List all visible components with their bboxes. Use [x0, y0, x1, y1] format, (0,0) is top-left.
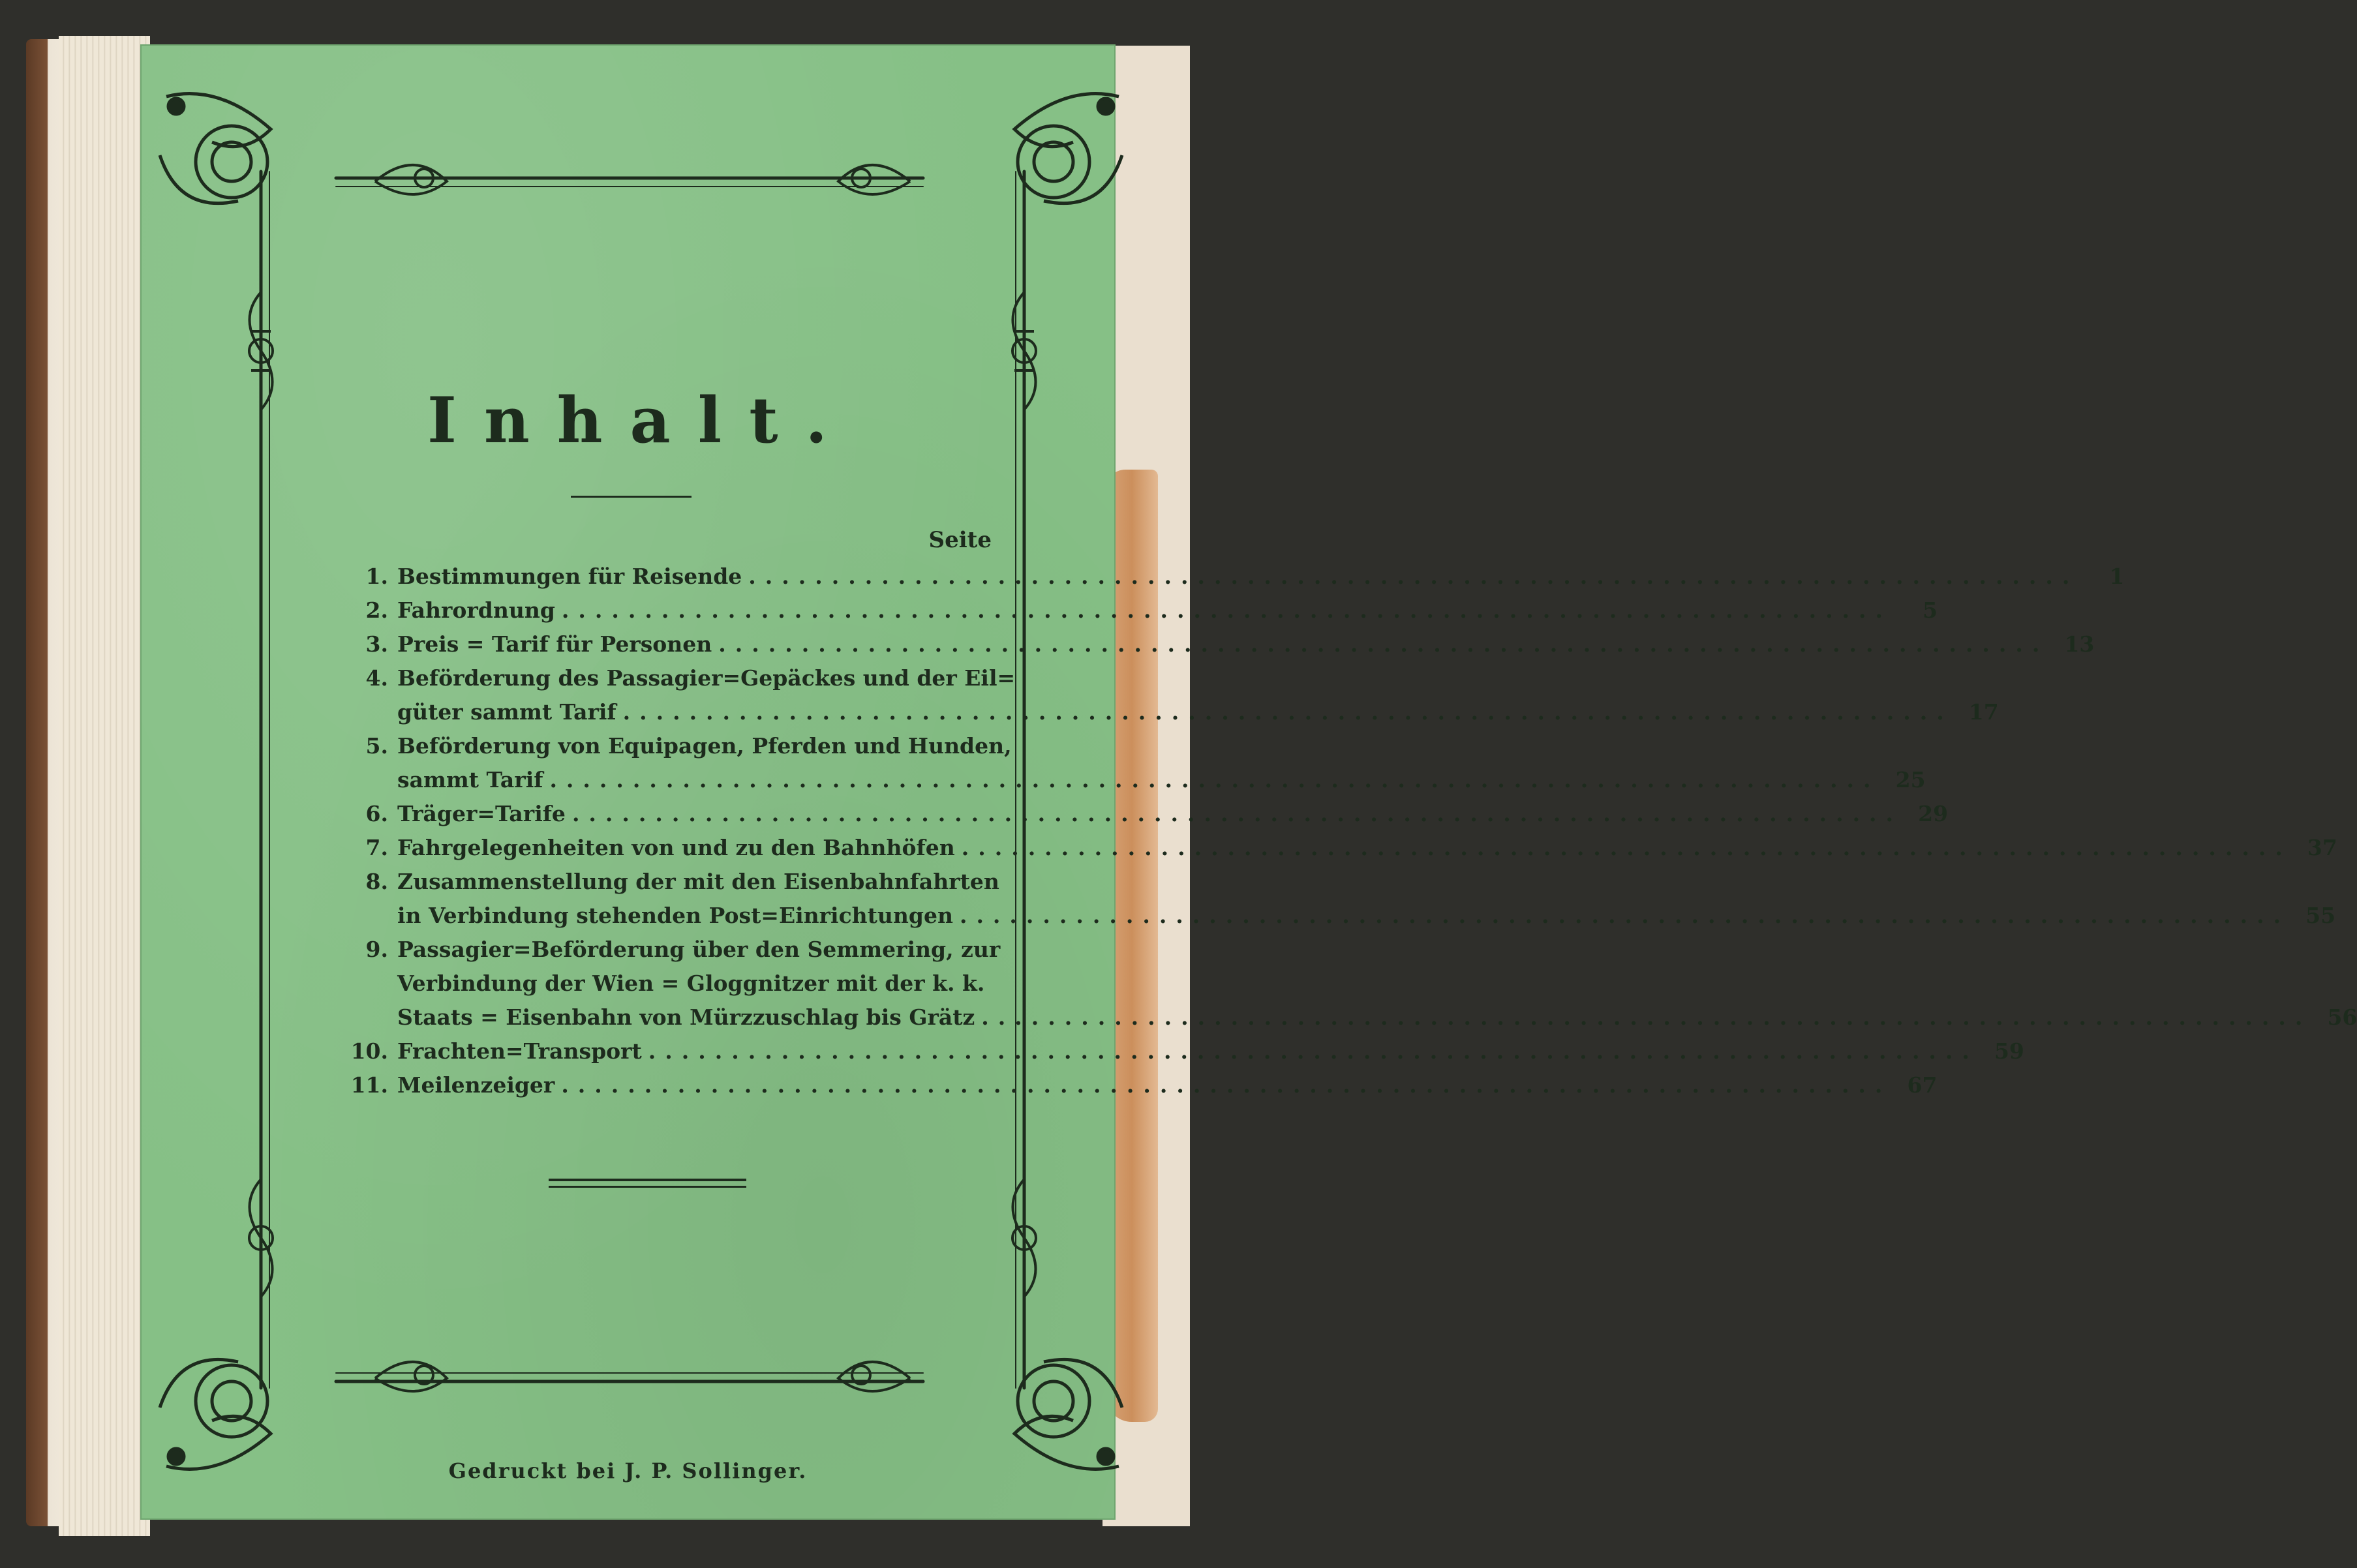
toc-entry-title: Beförderung des Passagier=Gepäckes und der Eil= [397, 665, 1016, 691]
toc-entry-number: 6. [365, 801, 388, 826]
toc-entry-line [316, 763, 1926, 797]
toc-entry [316, 831, 2337, 865]
toc-entry-line [316, 967, 995, 1001]
toc-entry-page: 25 [1895, 767, 1926, 792]
toc-entry-page: 59 [1994, 1038, 2024, 1064]
green-cover-page [140, 44, 2357, 1520]
toc-entry-title: Träger=Tarife [397, 801, 566, 826]
toc-entry-number: 7. [365, 835, 388, 860]
toc-entry-title: Frachten=Transport [397, 1038, 642, 1064]
toc-entry-number: 11. [350, 1072, 388, 1098]
toc-entry-number: 10. [350, 1038, 388, 1064]
toc-entry-line [316, 933, 1001, 967]
toc-entry [316, 1034, 2024, 1068]
toc-entry-page: 29 [1918, 801, 1949, 826]
toc-entry-title: Bestimmungen für Reisende [397, 564, 742, 589]
toc-entry-page: 56 [2327, 1004, 2357, 1030]
page-column-header: Seite [928, 527, 992, 553]
toc-entry [316, 594, 1938, 627]
toc-leader-dots: ................................................................................ [718, 631, 2049, 657]
toc-entry-title: Zusammenstellung der mit den Eisenbahnfahrten [397, 869, 999, 894]
toc-entry-line [316, 661, 1016, 695]
toc-entry-page: 67 [1907, 1072, 1938, 1098]
toc-entry-line [316, 627, 2095, 661]
toc-entry [316, 933, 2357, 1034]
toc-leader-dots: ................................................................................ [571, 801, 1903, 826]
toc-leader-dots: ................................................................................ [959, 903, 2290, 928]
toc-entry-title: sammt Tarif [397, 767, 543, 792]
toc-leader-dots: ................................................................................ [561, 1072, 1892, 1098]
toc-entry-line [316, 797, 1949, 831]
title-divider [571, 496, 692, 498]
toc-leader-dots: ................................................................................ [549, 767, 1880, 792]
toc-leader-dots: ................................................................................ [622, 699, 1953, 725]
toc-entry-title: Passagier=Beförderung über den Semmering, zur [397, 937, 1001, 962]
toc-leader-dots: ................................................................................ [981, 1004, 2312, 1030]
toc-entry-line [316, 865, 999, 899]
toc-entry-page: 13 [2064, 631, 2095, 657]
toc-entry-title: in Verbindung stehenden Post=Einrichtungen [397, 903, 953, 928]
toc-entry-number: 2. [365, 597, 388, 623]
toc-entry [316, 661, 1999, 729]
toc-entry-page: 1 [2109, 564, 2125, 589]
toc-entry-page: 17 [1968, 699, 1999, 725]
toc-entry-line [316, 1068, 1938, 1102]
corner-ornament-bottom-right [1014, 1359, 1122, 1469]
toc-entry-number: 5. [365, 733, 388, 759]
toc-entry-page: 5 [1923, 597, 1938, 623]
toc-entry-page: 55 [2305, 903, 2336, 928]
printer-imprint: Gedruckt bei J. P. Sollinger. [448, 1458, 808, 1483]
toc-entry [316, 797, 1949, 831]
toc-entry-title: Verbindung der Wien = Gloggnitzer mit der k. k. [397, 971, 985, 996]
toc-entry-line [316, 560, 2125, 594]
corner-ornament-top-left [160, 94, 271, 204]
toc-leader-dots: ................................................................................ [648, 1038, 1979, 1064]
toc-entry-number: 4. [365, 665, 388, 691]
toc-entry-page: 37 [2307, 835, 2337, 860]
floral-motif-bottom [375, 1362, 910, 1391]
toc-entry-title: Staats = Eisenbahn von Mürzzuschlag bis Grätz [397, 1004, 975, 1030]
toc-entry-title: güter sammt Tarif [397, 699, 616, 725]
toc-entry-number: 1. [365, 564, 388, 589]
toc-entry-title: Meilenzeiger [397, 1072, 555, 1098]
toc-entry [316, 560, 2125, 594]
toc-entry-title: Fahrgelegenheiten von und zu den Bahnhöfen [397, 835, 955, 860]
toc-entry-number: 9. [365, 937, 388, 962]
corner-ornament-bottom-left [160, 1359, 271, 1469]
toc-leader-dots: ................................................................................ [748, 564, 2079, 589]
toc-entry-line [316, 1001, 2357, 1034]
toc-entry-number: 3. [365, 631, 388, 657]
table-of-contents [316, 560, 2357, 1102]
toc-entry-title: Beförderung von Equipagen, Pferden und Hunden, [397, 733, 1012, 759]
corner-ornament-top-right [1014, 94, 1122, 204]
toc-entry-number: 8. [365, 869, 388, 894]
toc-entry-line [316, 594, 1938, 627]
page-title: Inhalt. [427, 384, 855, 457]
toc-entry [316, 627, 2095, 661]
toc-entry-title: Fahrordnung [397, 597, 555, 623]
bottom-divider [549, 1179, 746, 1181]
toc-entry-line [316, 899, 2336, 933]
toc-entry-line [316, 729, 1012, 763]
toc-entry-line [316, 695, 1999, 729]
toc-entry-title: Preis = Tarif für Personen [397, 631, 712, 657]
toc-entry [316, 729, 1926, 797]
toc-leader-dots: ................................................................................ [561, 597, 1893, 623]
toc-entry [316, 1068, 1938, 1102]
bottom-divider-thin [549, 1186, 746, 1188]
toc-entry [316, 865, 2336, 933]
page-stack [59, 36, 150, 1536]
toc-entry-line [316, 831, 2337, 865]
toc-leader-dots: ................................................................................ [961, 835, 2292, 860]
toc-entry-line [316, 1034, 2024, 1068]
